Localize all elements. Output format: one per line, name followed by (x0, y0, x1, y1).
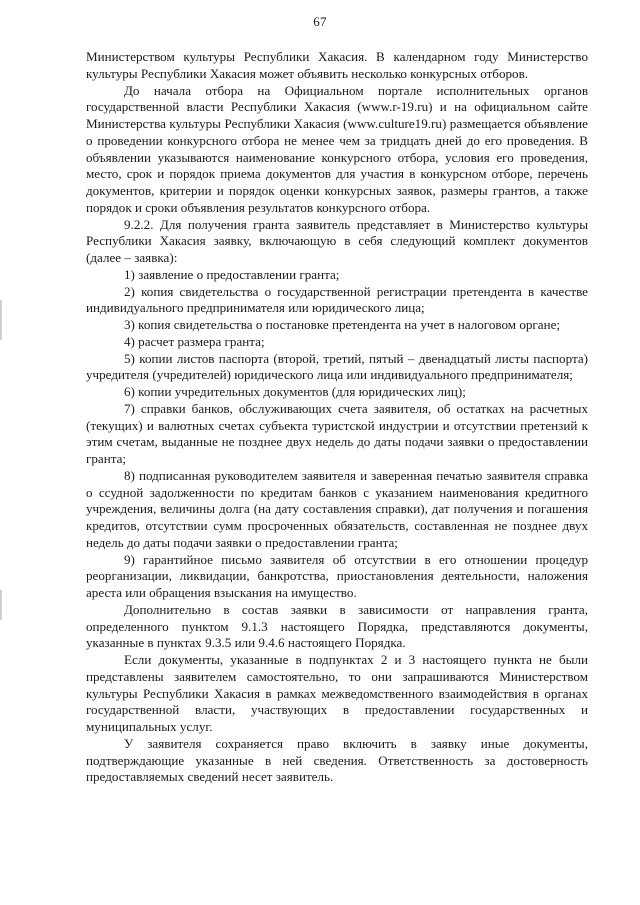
paragraph: Если документы, указанные в подпунктах 2 и 3 настоящего пункта не были представлены заявителем самостоятельно, то они запрашиваются Министерством культуры Республики Хакасия в рамках межведомственного взаимодействия в органах государственной власти, участвующих в предоставлении государственных и муниципальных услуг. (86, 652, 588, 734)
list-item: 4) расчет размера гранта; (124, 333, 265, 349)
list-item: 2) копия свидетельства о государственной регистрации претендента в качестве индивидуального предпринимателя или юридического лица; (86, 283, 588, 316)
list-item: 6) копии учредительных документов (для юридических лиц); (124, 384, 466, 399)
list-item: 1) заявление о предоставлении гранта; (124, 266, 340, 282)
paragraph: Министерством культуры Республики Хакасия. В календарном году Министерство культуры Республики Хакасия может объявить несколько конкурсных отборов. (86, 49, 588, 81)
scan-edge-mark (0, 590, 2, 620)
page-number: 67 (313, 14, 327, 29)
scan-edge-mark (0, 300, 2, 340)
paragraph: До начала отбора на Официальном портале исполнительных органов государственной власти Республики Хакасия (www.r-19.ru) и на официальном сайте Министерства культуры Республики Хакасия (www.culture19.ru) размещается объявление о проведении конкурсного отбора не менее чем за тридцать дней до его проведения. В объявлении указываются наименование конкурсного отбора, условия его проведения, место, срок и порядок приема документов для участия в конкурсном отборе, перечень документов, критерии и порядок оценки конкурсных заявок, размеры грантов, а также порядок и сроки объявления результатов конкурсного отбора. (86, 82, 588, 215)
list-item: 5) копии листов паспорта (второй, третий, пятый – двенадцатый листы паспорта) учредителя (учредителей) юридического лица или индивидуального предпринимателя; (86, 350, 588, 383)
list-item: 7) справки банков, обслуживающих счета заявителя, об остатках на расчетных (текущих) и валютных счетах субъекта туристской индустрии и отсутствии претензий к этим счетам, выданные не позднее двух недель до даты подачи заявки о предоставлении гранта; (86, 400, 588, 466)
list-item: 3) копия свидетельства о постановке претендента на учет в налоговом органе; (124, 317, 561, 332)
list-item: 8) подписанная руководителем заявителя и заверенная печатью заявителя справка о ссудной задолженности по кредитам банков с указанием наименования кредитного учреждения, величины долга (на дату составления справки), дат получения и погашения кредитов, отсутствии сумм просроченных обязательств, составленная не позднее двух недель до даты подачи заявки о предоставлении гранта; (86, 467, 588, 550)
paragraph: Дополнительно в состав заявки в зависимости от направления гранта, определенного пунктом 9.1.3 настоящего Порядка, представляются документы, указанные в пунктах 9.3.5 или 9.4.6 настоящего Порядка. (86, 601, 588, 651)
list-item: 9) гарантийное письмо заявителя об отсутствии в его отношении процедур реорганизации, ликвидации, банкротства, приостановления деятельности, наложения ареста или обращения взыскания на имущество. (86, 551, 588, 600)
paragraph: У заявителя сохраняется право включить в заявку иные документы, подтверждающие указанные в ней сведения. Ответственность за достоверность предоставляемых сведений несет заявитель. (86, 735, 588, 785)
paragraph: 9.2.2. Для получения гранта заявитель представляет в Министерство культуры Республики Хакасия заявку, включающую в себя следующий комплект документов (далее – заявка): (86, 216, 588, 265)
document-body (86, 49, 588, 786)
